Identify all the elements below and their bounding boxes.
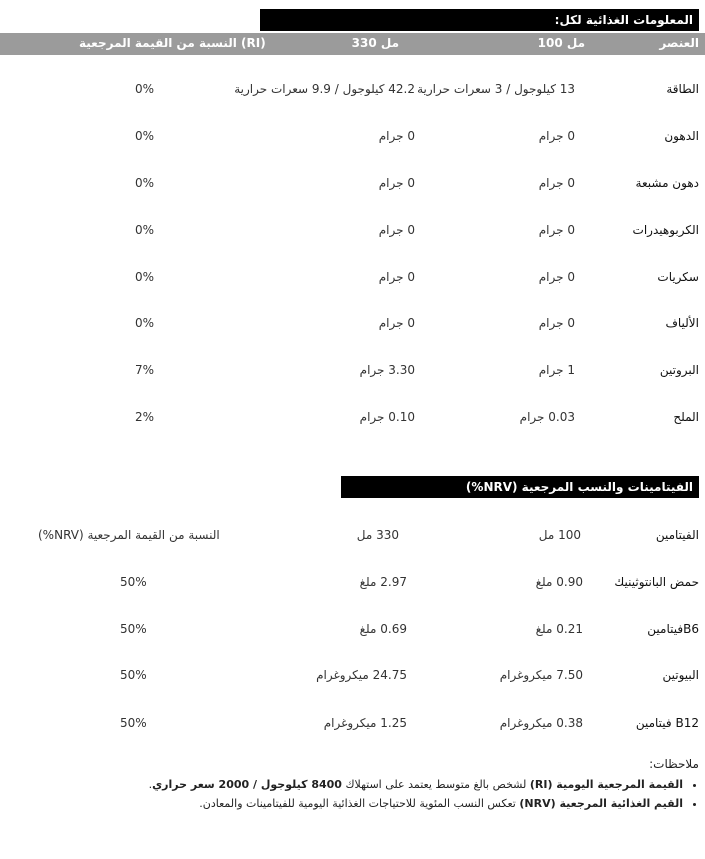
row-per330: 0 جرام <box>378 270 415 284</box>
row-ri: 0% <box>135 129 155 143</box>
table-row <box>0 316 705 336</box>
row-per100: 0 جرام <box>538 316 575 330</box>
vit-header-nrv: النسبة من القيمة المرجعية (NRV%) <box>38 528 220 542</box>
row-per100: 0 جرام <box>538 223 575 237</box>
row-ri: 0% <box>135 316 155 330</box>
row-label: الطاقة <box>666 82 699 96</box>
vit-header-per100: 100 مل <box>538 528 581 542</box>
row-per330: 42.2 كيلوجول / 9.9 سعرات حرارية <box>234 82 415 96</box>
vitamin-per330: 24.75 ميكروغرام <box>316 668 407 682</box>
vitamin-label: البيوتين <box>662 668 699 682</box>
row-per100: 0 جرام <box>538 176 575 190</box>
header-per330: 330 مل <box>351 36 399 50</box>
row-label: الملح <box>673 410 699 424</box>
vitamin-nrv: 50% <box>120 668 147 682</box>
notes-title: ملاحظات: <box>649 757 699 771</box>
row-ri: 7% <box>135 363 155 377</box>
table-row <box>0 223 705 243</box>
notes-list <box>43 776 699 814</box>
table-row <box>0 410 705 430</box>
table-row <box>0 129 705 149</box>
vitamin-nrv: 50% <box>120 622 147 636</box>
vitamins-header-row <box>0 528 705 548</box>
row-ri: 2% <box>135 410 155 424</box>
table-row <box>0 716 705 736</box>
row-per100: 1 جرام <box>538 363 575 377</box>
row-label: الدهون <box>664 129 699 143</box>
row-ri: 0% <box>135 223 155 237</box>
header-ri: النسبة من القيمة المرجعية (RI) <box>79 36 266 50</box>
table-row <box>0 82 705 102</box>
row-ri: 0% <box>135 82 155 96</box>
row-per330: 0 جرام <box>378 316 415 330</box>
vit-header-per330: 330 مل <box>356 528 399 542</box>
vitamin-nrv: 50% <box>120 716 147 730</box>
vit-header-item: الفيتامين <box>655 528 699 542</box>
row-per100: 0 جرام <box>538 270 575 284</box>
table-row <box>0 622 705 642</box>
vitamin-per100: 0.21 ملغ <box>535 622 583 636</box>
row-label: دهون مشبعة <box>635 176 699 190</box>
row-label: الألياف <box>665 316 699 330</box>
row-per100: 0.03 جرام <box>519 410 575 424</box>
row-per330: 0 جرام <box>378 223 415 237</box>
table-row <box>0 668 705 688</box>
vitamin-label: B6فيتامين <box>647 622 699 636</box>
vitamin-per330: 2.97 ملغ <box>359 575 407 589</box>
row-ri: 0% <box>135 270 155 284</box>
nutrition-title-bar <box>260 9 699 31</box>
table-row <box>0 270 705 290</box>
vitamin-per100: 0.38 ميكروغرام <box>499 716 583 730</box>
row-per330: 0 جرام <box>378 176 415 190</box>
vitamins-title-bar <box>341 476 699 498</box>
table-row <box>0 575 705 595</box>
vitamin-per100: 7.50 ميكروغرام <box>499 668 583 682</box>
row-per330: 0.10 جرام <box>359 410 415 424</box>
vitamin-label: B12 فيتامين <box>635 716 699 730</box>
row-per330: 0 جرام <box>378 129 415 143</box>
row-label: سكريات <box>657 270 699 284</box>
vitamin-nrv: 50% <box>120 575 147 589</box>
row-label: البروتين <box>659 363 699 377</box>
row-ri: 0% <box>135 176 155 190</box>
vitamin-label: حمض البانتوثينيك <box>614 575 699 589</box>
note-item: • القيمة المرجعية اليومية (RI) لشخص بالغ متوسط يعتمد على استهلاك 8400 كيلوجول / 2000 سعر حراري. <box>43 776 683 793</box>
vitamins-title: الفيتامينات والنسب المرجعية (NRV%) <box>465 480 693 494</box>
vitamin-per330: 1.25 ميكروغرام <box>323 716 407 730</box>
nutrition-title: المعلومات الغذائية لكل: <box>554 13 693 27</box>
vitamin-per330: 0.69 ملغ <box>359 622 407 636</box>
row-per330: 3.30 جرام <box>359 363 415 377</box>
row-label: الكربوهيدرات <box>632 223 699 237</box>
row-per100: 0 جرام <box>538 129 575 143</box>
vitamin-per100: 0.90 ملغ <box>535 575 583 589</box>
table-row <box>0 176 705 196</box>
row-per100: 13 كيلوجول / 3 سعرات حرارية <box>417 82 575 96</box>
header-per100: 100 مل <box>537 36 585 50</box>
header-item: العنصر <box>659 36 699 50</box>
note-item: • القيم الغذائية المرجعية (NRV) تعكس النسب المئوية للاحتياجات الغذائية اليومية للفيتامينات والمعادن. <box>43 795 683 812</box>
table-row <box>0 363 705 383</box>
nutrition-header-row <box>0 33 705 55</box>
